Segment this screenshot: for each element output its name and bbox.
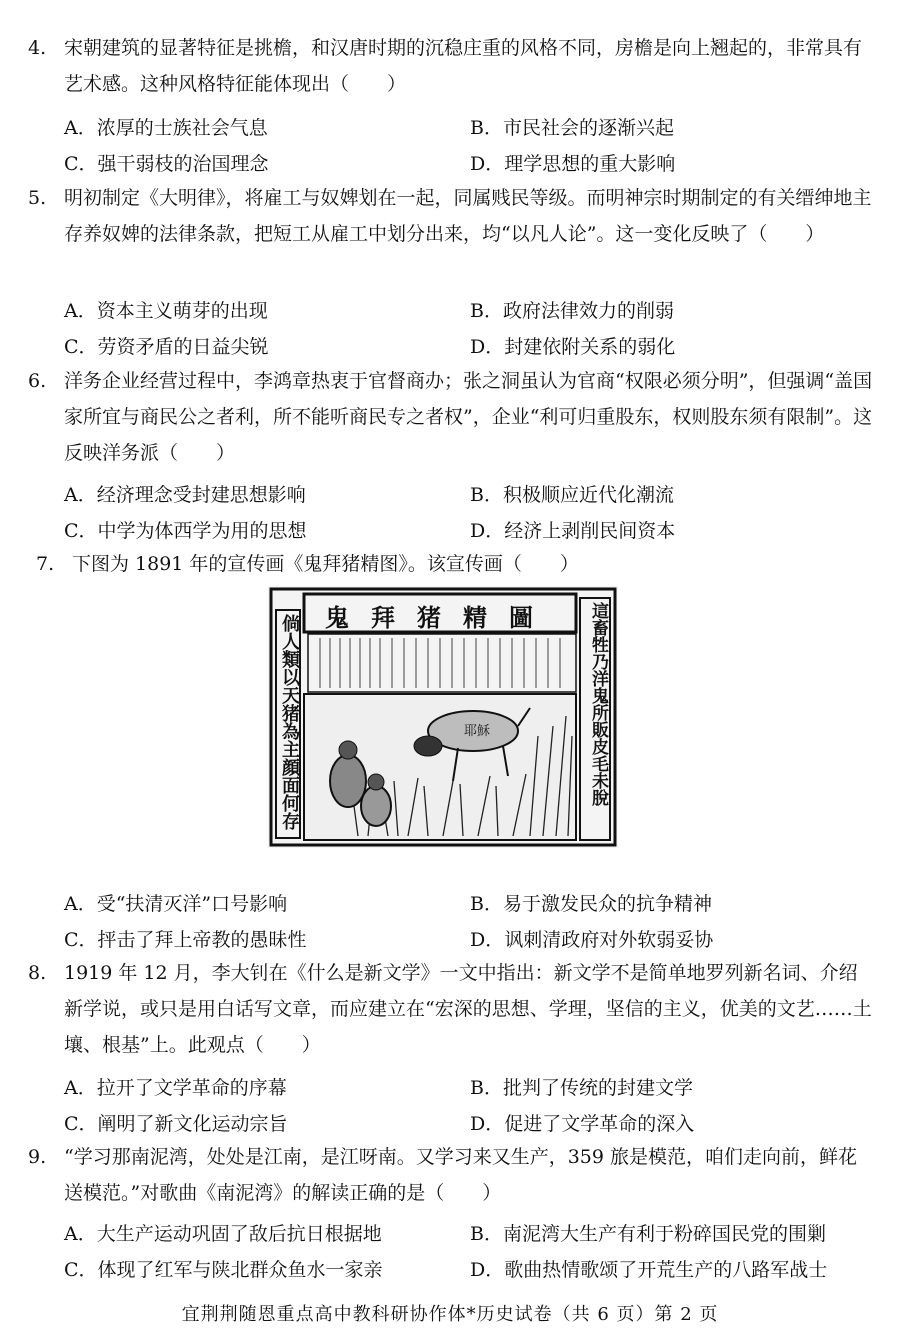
question-9-number: 9. [28, 1146, 47, 1168]
question-6-option-d: D．经济上剥削民间资本 [470, 520, 676, 542]
question-5-option-a: A．资本主义萌芽的出现 [64, 300, 268, 322]
question-4-number: 4. [28, 37, 47, 59]
question-5-number: 5. [28, 187, 47, 209]
question-4-option-a: A．浓厚的士族社会气息 [64, 117, 268, 139]
figure-right-column-text: 這畜牲乃洋鬼所販皮毛未脫 [588, 602, 608, 806]
question-9-stem: “学习那南泥湾，处处是江南，是江呀南。又学习来又生产，359 旅是模范，咱们走向前，鲜花送模范。”对歌曲《南泥湾》的解读正确的是（ ） [64, 1146, 858, 1204]
question-6-stem: 洋务企业经营过程中，李鸿章热衷于官督商办；张之洞虽认为官商“权限必须分明”，但强调“盖国家所宜与商民公之者利，所不能听商民专之者权”，企业“利可归重股东，权则股东须有限制”。这反映洋务派（ ） [64, 370, 873, 464]
question-4-option-c: C．强干弱枝的治国理念 [64, 153, 269, 175]
question-6-option-c: C．中学为体西学为用的思想 [64, 520, 307, 542]
question-8-stem: 1919 年 12 月，李大钊在《什么是新文学》一文中指出：新文学不是简单地罗列新名词、介绍新学说，或只是用白话写文章，而应建立在“宏深的思想、学理，坚信的主义，优美的文艺……土壤、根基”上。此观点（ ） [64, 962, 872, 1056]
question-4-option-b: B．市民社会的逐渐兴起 [470, 117, 674, 139]
question-6-option-b: B．积极顺应近代化潮流 [470, 484, 674, 506]
question-8-option-a: A．拉开了文学革命的序幕 [64, 1077, 287, 1099]
question-5-option-b: B．政府法律效力的削弱 [470, 300, 674, 322]
question-7-option-d: D．讽刺清政府对外软弱妥协 [470, 929, 714, 951]
question-4-option-d: D．理学思想的重大影响 [470, 153, 676, 175]
question-6-number: 6. [28, 370, 47, 392]
propaganda-woodblock-print [268, 586, 618, 848]
question-7-option-b: B．易于激发民众的抗争精神 [470, 893, 712, 915]
question-9-option-c: C．体现了红军与陕北群众鱼水一家亲 [64, 1259, 383, 1281]
question-4-stem: 宋朝建筑的显著特征是挑檐，和汉唐时期的沉稳庄重的风格不同，房檐是向上翘起的，非常具有艺术感。这种风格特征能体现出（ ） [64, 37, 863, 95]
question-6-option-a: A．经济理念受封建思想影响 [64, 484, 306, 506]
figure-pig-label: 耶穌 [464, 724, 491, 739]
question-8-option-c: C．阐明了新文化运动宗旨 [64, 1113, 288, 1135]
question-7-number: 7. [36, 553, 55, 575]
question-5-option-d: D．封建依附关系的弱化 [470, 336, 676, 358]
question-7-stem: 下图为 1891 年的宣传画《鬼拜猪精图》。该宣传画（ ） [72, 553, 579, 575]
question-5-stem: 明初制定《大明律》，将雇工与奴婢划在一起，同属贱民等级。而明神宗时期制定的有关缙绅地主存养奴婢的法律条款，把短工从雇工中划分出来，均“以凡人论”。这一变化反映了（ ） [64, 187, 872, 245]
question-8-option-d: D．促进了文学革命的深入 [470, 1113, 695, 1135]
question-7-option-c: C．抨击了拜上帝教的愚昧性 [64, 929, 307, 951]
page-footer: 宜荆荆随恩重点高中教科研协作体*历史试卷（共 6 页）第 2 页 [181, 1304, 719, 1325]
question-7-option-a: A．受“扶清灭洋”口号影响 [64, 893, 288, 915]
question-9-option-b: B．南泥湾大生产有利于粉碎国民党的围剿 [470, 1223, 826, 1245]
question-5-option-c: C．劳资矛盾的日益尖锐 [64, 336, 269, 358]
question-9-option-a: A．大生产运动巩固了敌后抗日根据地 [64, 1223, 382, 1245]
figure-left-column-text: 倘人類以天猪為主顔面何存 [279, 614, 300, 830]
question-8-option-b: B．批判了传统的封建文学 [470, 1077, 693, 1099]
question-9-option-d: D．歌曲热情歌颂了开荒生产的八路军战士 [470, 1259, 828, 1281]
question-8-number: 8. [28, 962, 47, 984]
figure-title: 鬼拜猪精圖 [325, 603, 555, 632]
